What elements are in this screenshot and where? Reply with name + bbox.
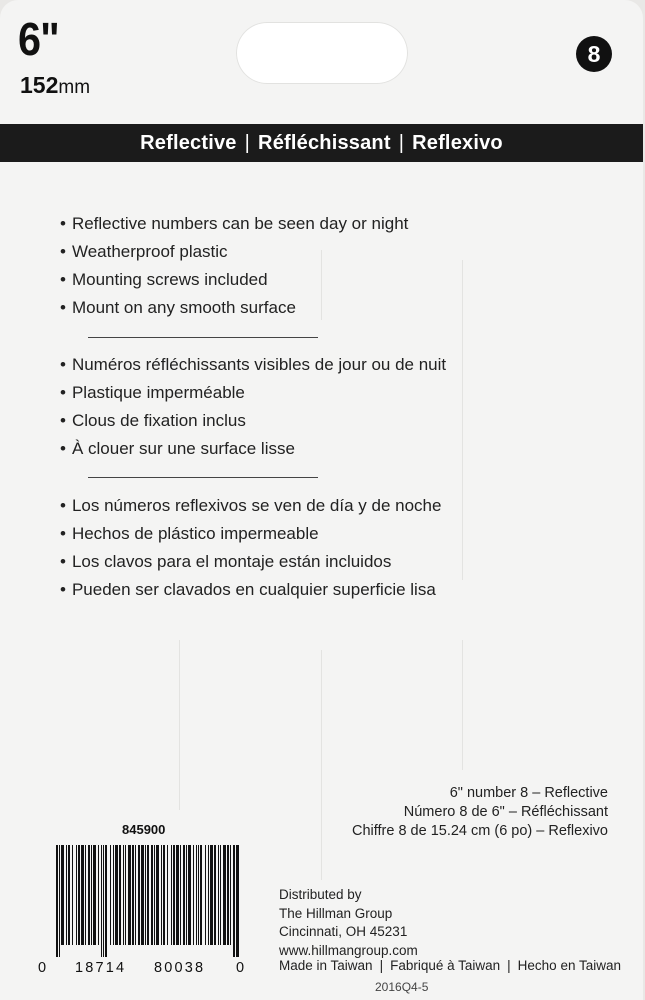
barcode-bar bbox=[205, 845, 206, 945]
barcode-bar bbox=[59, 845, 60, 957]
barcode-bar bbox=[233, 845, 235, 957]
barcode-digit-last: 0 bbox=[236, 960, 245, 976]
hang-hole bbox=[236, 22, 408, 84]
crease-line bbox=[179, 640, 180, 810]
size-millimeters bbox=[20, 70, 90, 104]
barcode-bar bbox=[220, 845, 221, 945]
size-mm-unit: mm bbox=[58, 77, 91, 98]
feature-item: • Hechos de plástico impermeable bbox=[60, 520, 441, 548]
barcode-bar bbox=[68, 845, 70, 945]
barcode-bar bbox=[156, 845, 159, 945]
feature-item: • Los clavos para el montaje están incluidos bbox=[60, 548, 441, 576]
section-divider bbox=[88, 337, 318, 338]
barcode-bar bbox=[200, 845, 202, 945]
barcode-bar bbox=[154, 845, 155, 945]
barcode-bar bbox=[76, 845, 77, 945]
barcode-bar bbox=[147, 845, 149, 945]
feature-item: • Numéros réfléchissants visibles de jour ou de nuit bbox=[60, 351, 446, 379]
product-description bbox=[352, 784, 608, 841]
origin-spanish: Hecho en Taiwan bbox=[517, 958, 621, 973]
upc-barcode bbox=[56, 845, 240, 957]
distributor-line: Distributed by bbox=[279, 887, 362, 902]
barcode-bar bbox=[85, 845, 86, 945]
feature-item: • À clouer sur une surface lisse bbox=[60, 435, 446, 463]
barcode-bar bbox=[198, 845, 199, 945]
feature-item: • Clous de fixation inclus bbox=[60, 407, 446, 435]
barcode-bar bbox=[210, 845, 213, 945]
barcode-bar bbox=[163, 845, 165, 945]
barcode-bar bbox=[167, 845, 168, 945]
barcode-bar bbox=[101, 845, 102, 957]
feature-item: • Pueden ser clavados en cualquier superficie lisa bbox=[60, 576, 441, 604]
country-of-origin bbox=[279, 958, 621, 973]
barcode-bar bbox=[113, 845, 114, 945]
barcode-bar bbox=[125, 845, 126, 945]
feature-item: • Weatherproof plastic bbox=[60, 238, 408, 266]
barcode-bar bbox=[78, 845, 80, 945]
features-spanish bbox=[60, 492, 441, 604]
barcode-bar bbox=[180, 845, 181, 945]
size-mm-number: 152 bbox=[20, 72, 59, 98]
barcode-bar bbox=[115, 845, 118, 945]
barcode-bar bbox=[72, 845, 73, 945]
barcode-bar bbox=[151, 845, 153, 945]
feature-item: • Los números reflexivos se ven de día y de noche bbox=[60, 492, 441, 520]
distributor-address: Cincinnati, OH 45231 bbox=[279, 924, 408, 939]
barcode-bar bbox=[176, 845, 179, 945]
distributor-name: The Hillman Group bbox=[279, 905, 393, 921]
barcode-bar bbox=[193, 845, 194, 945]
barcode-bar bbox=[196, 845, 197, 945]
barcode-bar bbox=[236, 845, 239, 957]
barcode-bar bbox=[183, 845, 185, 945]
description-english: 6" number 8 – Reflective bbox=[449, 785, 608, 801]
features-french bbox=[60, 351, 446, 463]
barcode-bar bbox=[173, 845, 175, 945]
banner-english: Reflective bbox=[140, 131, 237, 154]
feature-item: • Reflective numbers can be seen day or night bbox=[60, 210, 408, 238]
barcode-bar bbox=[110, 845, 111, 945]
barcode-bar bbox=[230, 845, 231, 945]
description-spanish: Número 8 de 6" – Réfléchissant bbox=[403, 804, 608, 820]
barcode-bar bbox=[223, 845, 226, 945]
feature-item: • Mounting screws included bbox=[60, 266, 408, 294]
barcode-digits-left: 18714 bbox=[75, 960, 127, 976]
barcode-bar bbox=[208, 845, 209, 945]
barcode-bar bbox=[186, 845, 187, 945]
print-code: 2016Q4-5 bbox=[375, 980, 429, 994]
barcode-bar bbox=[56, 845, 58, 957]
sku-number: 845900 bbox=[122, 822, 166, 837]
barcode-bar bbox=[61, 845, 64, 945]
barcode-bar bbox=[128, 845, 131, 945]
description-french: Chiffre 8 de 15.24 cm (6 po) – Reflexivo bbox=[351, 823, 608, 839]
barcode-bar bbox=[119, 845, 121, 945]
barcode-bar bbox=[171, 845, 172, 945]
banner-french: Réfléchissant bbox=[258, 131, 391, 154]
section-divider bbox=[88, 477, 318, 478]
barcode-bar bbox=[218, 845, 219, 945]
origin-separator: | bbox=[379, 958, 384, 973]
barcode-bar bbox=[135, 845, 136, 945]
origin-separator: | bbox=[507, 958, 511, 973]
title-banner bbox=[0, 124, 643, 162]
barcode-bar bbox=[227, 845, 229, 945]
crease-line bbox=[462, 640, 463, 770]
barcode-bar bbox=[81, 845, 84, 945]
distributor-website: www.hillmangroup.com bbox=[279, 942, 418, 958]
distributor-info bbox=[279, 886, 418, 960]
barcode-bar bbox=[93, 845, 96, 945]
banner-separator: | bbox=[244, 131, 251, 154]
origin-french: Fabriqué à Taiwan bbox=[390, 958, 501, 973]
feature-item: • Mount on any smooth surface bbox=[60, 294, 408, 322]
barcode-bar bbox=[132, 845, 134, 945]
crease-line bbox=[321, 650, 322, 880]
origin-english: Made in Taiwan bbox=[279, 958, 373, 973]
barcode-digit-first: 0 bbox=[38, 960, 47, 976]
barcode-bar bbox=[161, 845, 162, 945]
banner-spanish: Reflexivo bbox=[412, 131, 503, 154]
barcode-bar bbox=[98, 845, 99, 945]
barcode-bar bbox=[138, 845, 140, 945]
barcode-digits-right: 80038 bbox=[154, 960, 206, 976]
features-english bbox=[60, 210, 408, 322]
number-badge: 8 bbox=[576, 36, 612, 72]
size-inches: 6" bbox=[18, 13, 59, 65]
barcode-bar bbox=[188, 845, 191, 945]
barcode-bar bbox=[88, 845, 90, 945]
barcode-bar bbox=[145, 845, 146, 945]
barcode-bar bbox=[91, 845, 92, 945]
feature-item: • Plastique imperméable bbox=[60, 379, 446, 407]
barcode-bar bbox=[214, 845, 216, 945]
barcode-bar bbox=[66, 845, 67, 945]
barcode-bar bbox=[141, 845, 144, 945]
barcode-bar bbox=[123, 845, 124, 945]
crease-line bbox=[462, 260, 463, 580]
barcode-bar bbox=[105, 845, 107, 957]
banner-separator: | bbox=[398, 131, 405, 154]
barcode-bar bbox=[103, 845, 104, 957]
